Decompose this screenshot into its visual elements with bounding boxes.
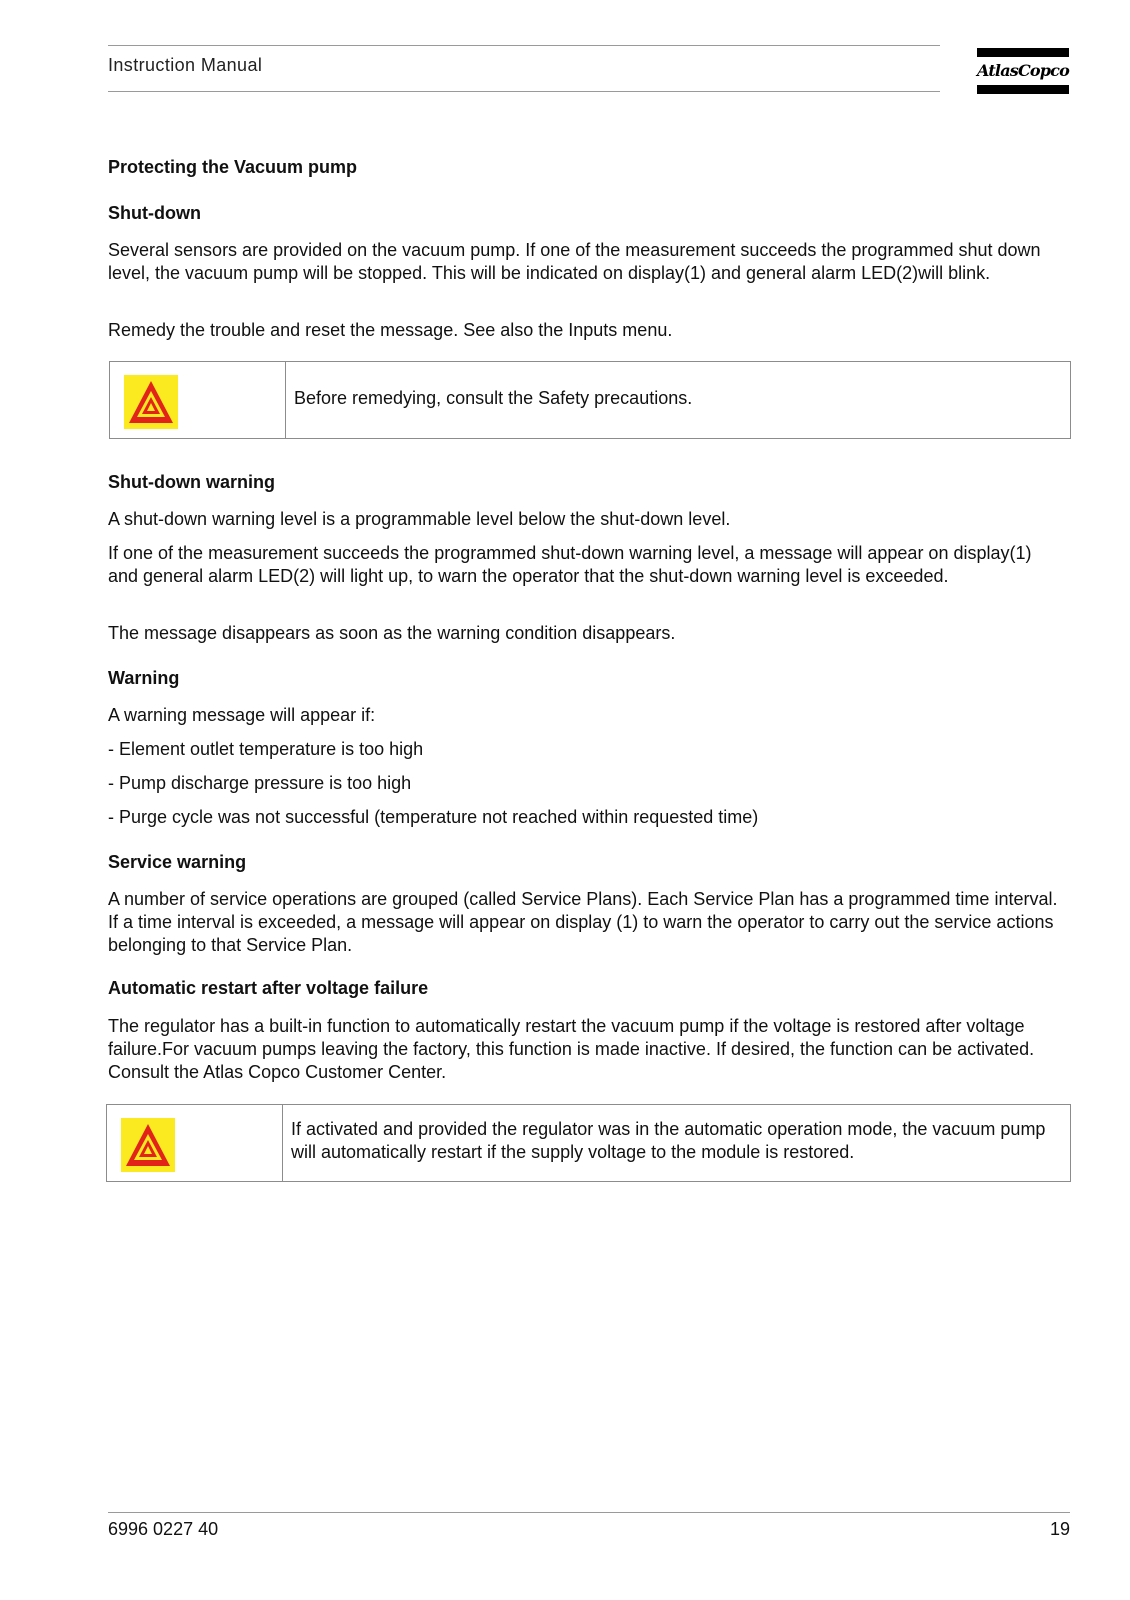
document-number: 6996 0227 40 (108, 1519, 219, 1539)
page-title: Protecting the Vacuum pump (108, 157, 358, 177)
note-icon-cell (107, 1105, 283, 1181)
shutdown-heading: Shut-down (108, 203, 201, 223)
header-title: Instruction Manual (108, 55, 263, 75)
warning-triangle-icon (121, 1118, 175, 1172)
atlas-copco-logo (977, 48, 1069, 94)
shutdown-warning-paragraph-1: A shut-down warning level is a programmable level below the shut-down level. (108, 509, 731, 529)
logo-bar-top (977, 48, 1069, 57)
auto-restart-note-box (106, 1104, 1071, 1182)
logo-bar-bottom (977, 85, 1069, 94)
warning-list-item: - Element outlet temperature is too high (108, 739, 424, 759)
shutdown-paragraph-1: Several sensors are provided on the vacuum pump. If one of the measurement succeeds the programmed shut down level, the vacuum pump will be stopped. This will be indicated on display(1) and general alarm LED(2)will blink. (108, 240, 1041, 283)
warning-intro: A warning message will appear if: (108, 705, 376, 725)
auto-restart-paragraph: The regulator has a built-in function to automatically restart the vacuum pump if the voltage is restored after voltage failure.For vacuum pumps leaving the factory, this function is made inactive. If desired, the function can be activated. Consult the Atlas Copco Customer Center. (108, 1016, 1035, 1082)
footer-rule (108, 1512, 1070, 1513)
warning-list-item: - Purge cycle was not successful (temperature not reached within requested time) (108, 807, 759, 827)
shutdown-warning-paragraph-2: If one of the measurement succeeds the programmed shut-down warning level, a message will appear on display(1) and general alarm LED(2) will light up, to warn the operator that the shut-down warning level is exceeded. (108, 543, 1032, 586)
warning-list-item: - Pump discharge pressure is too high (108, 773, 412, 793)
page-number: 19 (1049, 1519, 1070, 1539)
safety-note-box (109, 361, 1071, 439)
shutdown-paragraph-2: Remedy the trouble and reset the message. See also the Inputs menu. (108, 320, 673, 340)
shutdown-warning-paragraph-3: The message disappears as soon as the warning condition disappears. (108, 623, 676, 643)
safety-note-text: Before remedying, consult the Safety precautions. (294, 388, 693, 408)
service-warning-paragraph: A number of service operations are grouped (called Service Plans). Each Service Plan has a programmed time interval. If a time interval is exceeded, a message will appear on display (1) to warn the operator to carry out the service actions belonging to that Service Plan. (108, 889, 1058, 955)
logo-text: AtlasCopco (977, 61, 1069, 80)
warning-heading: Warning (108, 668, 180, 688)
service-warning-heading: Service warning (108, 852, 247, 872)
shutdown-warning-heading: Shut-down warning (108, 472, 275, 492)
auto-restart-note-text: If activated and provided the regulator was in the automatic operation mode, the vacuum pump will automatically restart if the supply voltage to the module is restored. (291, 1119, 1046, 1162)
warning-triangle-icon (124, 375, 178, 429)
auto-restart-heading: Automatic restart after voltage failure (108, 978, 429, 998)
header-bottom-rule (108, 91, 940, 92)
header-top-rule (108, 45, 940, 46)
note-icon-cell (110, 362, 286, 438)
